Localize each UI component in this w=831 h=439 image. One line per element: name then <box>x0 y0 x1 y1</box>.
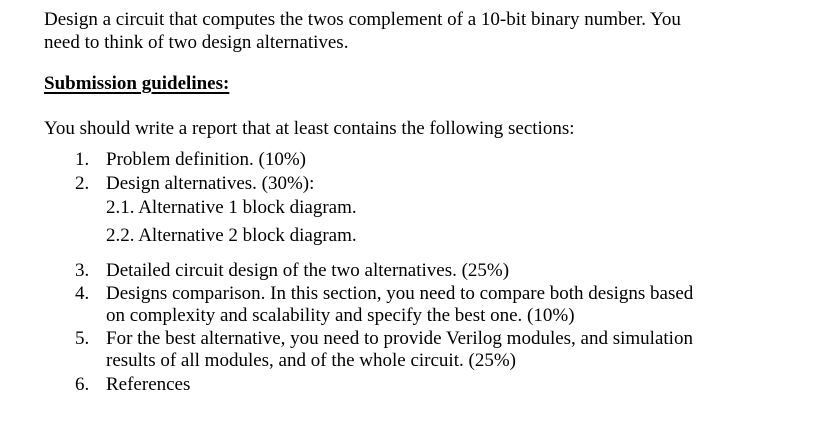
intro-line-1: Design a circuit that computes the twos complement of a 10-bit binary number. You <box>44 9 681 30</box>
list-item-text: Designs comparison. In this section, you need to compare both designs based <box>106 283 694 304</box>
list-item-text: results of all modules, and of the whole circuit. (25%) <box>106 350 516 371</box>
intro-line-2: need to think of two design alternatives. <box>44 32 349 53</box>
list-item-text: For the best alternative, you need to provide Verilog modules, and simulation <box>106 328 693 349</box>
list-number: 2. <box>75 173 90 194</box>
list-item-text: Detailed circuit design of the two alternatives. (25%) <box>106 260 510 281</box>
list-item-text: Design alternatives. (30%): <box>106 173 315 194</box>
list-number: 1. <box>75 149 90 170</box>
sub-list-item: 2.1. Alternative 1 block diagram. <box>106 197 357 218</box>
submission-guidelines-heading: Submission guidelines: <box>44 73 230 94</box>
list-number: 4. <box>75 283 90 304</box>
list-item-text: on complexity and scalability and specify the best one. (10%) <box>106 305 575 326</box>
list-number: 6. <box>75 374 90 395</box>
list-number: 3. <box>75 260 90 281</box>
report-intro: You should write a report that at least contains the following sections: <box>44 118 575 139</box>
list-item-text: Problem definition. (10%) <box>106 149 306 170</box>
list-number: 5. <box>75 328 90 349</box>
list-item-text: References <box>106 374 191 395</box>
sub-list-item: 2.2. Alternative 2 block diagram. <box>106 225 357 246</box>
